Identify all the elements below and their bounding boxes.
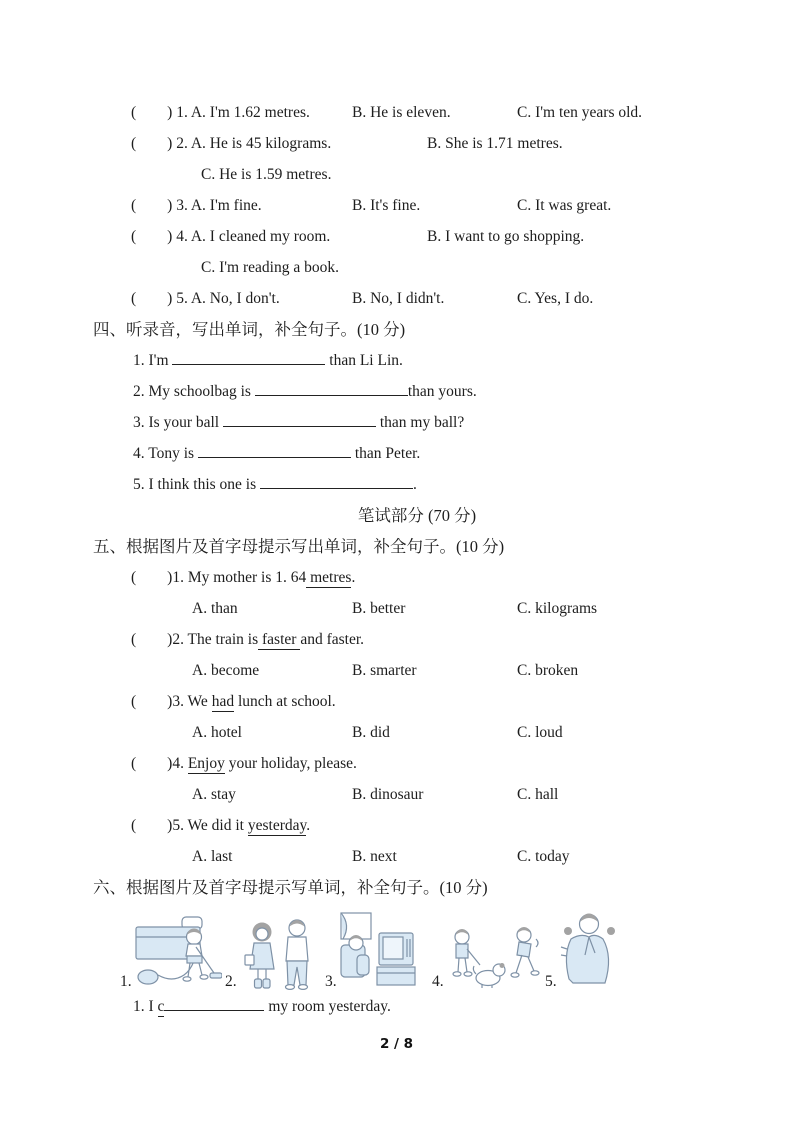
listening-q5-option-c: C. Yes, I do. [517, 290, 594, 307]
section5-q3-options [93, 717, 741, 748]
listening-q1-lead: ( ) 1. A. I'm 1.62 metres. [131, 104, 310, 121]
picture-item-1 [120, 913, 225, 991]
answer-blank [172, 352, 325, 365]
picture-number: 2. [225, 973, 237, 990]
section5-q4-options [93, 779, 741, 810]
section6-title [93, 872, 741, 903]
putting-on-coat-icon [559, 909, 621, 991]
option-b: B. better [352, 600, 406, 617]
answer-blank [198, 445, 351, 458]
playing-with-dog-icon [446, 925, 540, 991]
parents-standing-icon [239, 917, 319, 991]
option-b: B. next [352, 848, 397, 865]
section4 [93, 314, 741, 500]
picture-item-4 [432, 925, 545, 991]
listening-q3-lead: ( ) 3. A. I'm fine. [131, 197, 262, 214]
sentence-text: than my ball? [375, 414, 465, 431]
listening-q2-option-b: B. She is 1.71 metres. [427, 135, 563, 152]
section5-title-text: 五、根据图片及首字母提示写出单词，补全句子。(10 分) [93, 537, 505, 556]
option-c: C. broken [517, 662, 579, 679]
underlined-word: faster [258, 631, 301, 648]
section6-title-text: 六、根据图片及首字母提示写单词，补全句子。(10 分) [93, 878, 488, 897]
section5 [93, 531, 741, 872]
picture-number: 4. [432, 973, 444, 990]
section6 [93, 872, 741, 1022]
section5-q2-options [93, 655, 741, 686]
picture-item-3 [325, 911, 432, 991]
option-a: A. last [192, 848, 233, 865]
question-text: ( )2. The train is [131, 631, 259, 648]
section5-q5 [93, 810, 741, 841]
sentence-text: 5. I think this one is [133, 476, 261, 493]
question-text: ( )1. My mother is 1. 64 [131, 569, 307, 586]
listening-section [93, 97, 741, 314]
option-c: C. today [517, 848, 570, 865]
answer-blank [260, 476, 413, 489]
section4-item-1 [93, 345, 741, 376]
sentence-text: . [413, 476, 417, 493]
picture-number: 1. [120, 973, 132, 990]
listening-q2-row [93, 128, 741, 159]
first-letter-hint: c [157, 998, 165, 1015]
sentence-text: 4. Tony is [133, 445, 198, 462]
sentence-text: 2. My schoolbag is [133, 383, 255, 400]
picture-item-2 [225, 917, 325, 991]
option-a: A. than [192, 600, 238, 617]
section5-title [93, 531, 741, 562]
section4-item-3 [93, 407, 741, 438]
question-text: lunch at school. [234, 693, 336, 710]
listening-q5-row [93, 283, 741, 314]
question-text: ( )3. We [131, 693, 212, 710]
answer-blank [223, 414, 376, 427]
listening-q4-lead: ( ) 4. A. I cleaned my room. [131, 228, 331, 245]
picture-number: 5. [545, 973, 557, 990]
question-text: . [306, 817, 311, 834]
option-c: C. loud [517, 724, 563, 741]
listening-q4-option-c-row [93, 252, 741, 283]
listening-q3-option-b: B. It's fine. [352, 197, 421, 214]
section5-q1-options [93, 593, 741, 624]
listening-q1-option-c: C. I'm ten years old. [517, 104, 643, 121]
question-text: your holiday, please. [224, 755, 357, 772]
sentence-text: my room yesterday. [264, 998, 391, 1015]
listening-q1-row [93, 97, 741, 128]
listening-q4-option-b: B. I want to go shopping. [427, 228, 585, 245]
listening-q5-lead: ( ) 5. A. No, I don't. [131, 290, 280, 307]
sentence-text: than Li Lin. [325, 352, 403, 369]
listening-q3-row [93, 190, 741, 221]
sentence-text: 1. I'm [133, 352, 173, 369]
page-number: 2 / 8 [379, 1036, 414, 1052]
section5-q1 [93, 562, 741, 593]
section6-pictures-row [93, 903, 741, 991]
listening-q3-option-c: C. It was great. [517, 197, 612, 214]
section4-item-5 [93, 469, 741, 500]
picture-item-5 [545, 909, 625, 991]
underlined-word: metres [306, 569, 352, 586]
answer-blank [255, 383, 408, 396]
sentence-text: 3. Is your ball [133, 414, 223, 431]
option-a: A. become [192, 662, 260, 679]
question-text: ( )5. We did it [131, 817, 248, 834]
listening-q2-option-c: C. He is 1.59 metres. [201, 166, 332, 183]
option-c: C. hall [517, 786, 559, 803]
vacuuming-room-icon [134, 913, 222, 991]
section4-title-text: 四、听录音，写出单词，补全句子。(10 分) [93, 320, 406, 339]
picture-number: 3. [325, 973, 337, 990]
section4-item-2 [93, 376, 741, 407]
option-c: C. kilograms [517, 600, 598, 617]
listening-q4-row [93, 221, 741, 252]
question-text: . [351, 569, 356, 586]
question-text: ( )4. [131, 755, 188, 772]
listening-q2-lead: ( ) 2. A. He is 45 kilograms. [131, 135, 332, 152]
section5-q2 [93, 624, 741, 655]
option-a: A. stay [192, 786, 236, 803]
listening-q4-option-c: C. I'm reading a book. [201, 259, 339, 276]
listening-q5-option-b: B. No, I didn't. [352, 290, 445, 307]
option-a: A. hotel [192, 724, 242, 741]
section5-q4 [93, 748, 741, 779]
sentence-text: than yours. [407, 383, 477, 400]
option-b: B. dinosaur [352, 786, 424, 803]
underlined-word: yesterday [247, 817, 307, 834]
listening-q1-option-b: B. He is eleven. [352, 104, 451, 121]
sentence-text: 1. I [133, 998, 158, 1015]
listening-q2-option-c-row [93, 159, 741, 190]
page-content [93, 97, 741, 1022]
underlined-word: Enjoy [187, 755, 225, 772]
section5-q3 [93, 686, 741, 717]
option-b: B. did [352, 724, 390, 741]
answer-blank [164, 998, 264, 1011]
section6-sentence-1 [93, 991, 741, 1022]
section4-item-4 [93, 438, 741, 469]
section4-title [93, 314, 741, 345]
underlined-word: had [211, 693, 235, 710]
option-b: B. smarter [352, 662, 417, 679]
written-part-header-text: 笔试部分 (70 分) [357, 506, 477, 525]
question-text: and faster. [300, 631, 365, 648]
watching-tv-icon [339, 911, 417, 991]
sentence-text: than Peter. [350, 445, 421, 462]
section5-q5-options [93, 841, 741, 872]
written-part-header [93, 500, 741, 531]
